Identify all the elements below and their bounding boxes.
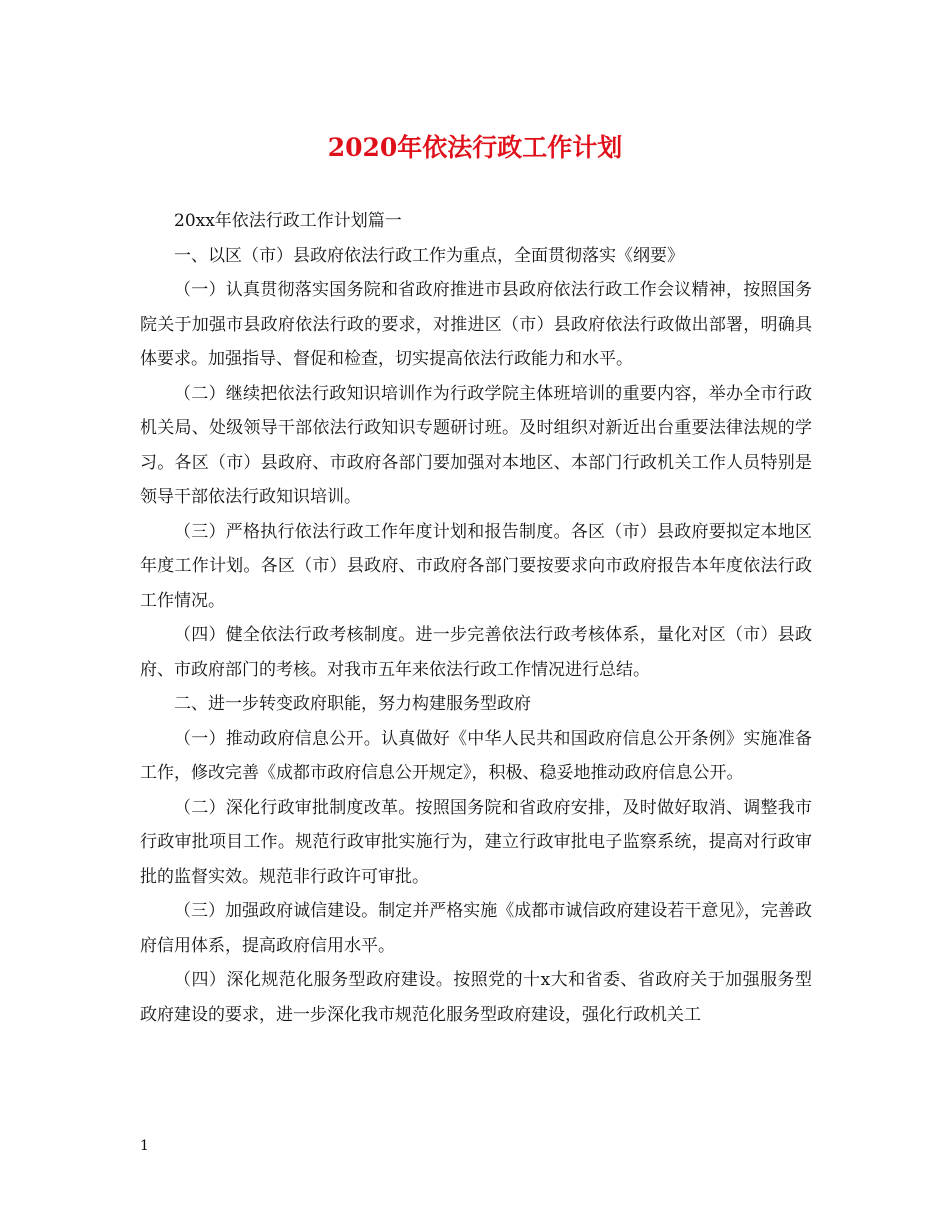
paragraph-heading-2: 二、进一步转变政府职能，努力构建服务型政府	[174, 694, 531, 714]
page-title: 2020年依法行政工作计划	[327, 133, 623, 162]
document-body	[140, 204, 812, 1032]
paragraph-1-2: （二）继续把依法行政知识培训作为行政学院主体班培训的重要内容，举办全市行政机关局、处级领导干部依法行政知识专题研讨班。及时组织对新近出台重要法律法规的学习。各区（市）县政府、市政府各部门要加强对本地区、本部门行政机关工作人员特别是领导干部依法行政知识培训。	[140, 383, 812, 507]
paragraph-1-4: （四）健全依法行政考核制度。进一步完善依法行政考核体系，量化对区（市）县政府、市政府部门的考核。对我市五年来依法行政工作情况进行总结。	[140, 625, 812, 680]
paragraph-2-3: （三）加强政府诚信建设。制定并严格实施《成都市诚信政府建设若干意见》，完善政府信用体系，提高政府信用水平。	[140, 901, 812, 956]
page-number: 1	[140, 1138, 149, 1154]
paragraph-1-1: （一）认真贯彻落实国务院和省政府推进市县政府依法行政工作会议精神，按照国务院关于加强市县政府依法行政的要求，对推进区（市）县政府依法行政做出部署，明确具体要求。加强指导、督促和检查，切实提高依法行政能力和水平。	[140, 280, 812, 369]
paragraph-heading-1: 一、以区（市）县政府依法行政工作为重点，全面贯彻落实《纲要》	[174, 245, 684, 266]
paragraph-2-4: （四）深化规范化服务型政府建设。按照党的十x大和省委、省政府关于加强服务型政府建设的要求，进一步深化我市规范化服务型政府建设，强化行政机关工	[140, 970, 812, 1025]
paragraph-section-heading: 20xx年依法行政工作计划篇一	[174, 211, 402, 231]
paragraph-1-3: （三）严格执行依法行政工作年度计划和报告制度。各区（市）县政府要拟定本地区年度工作计划。各区（市）县政府、市政府各部门要按要求向市政府报告本年度依法行政工作情况。	[140, 521, 812, 611]
paragraph-2-2: （二）深化行政审批制度改革。按照国务院和省政府安排，及时做好取消、调整我市行政审批项目工作。规范行政审批实施行为，建立行政审批电子监察系统，提高对行政审批的监督实效。规范非行政许可审批。	[140, 797, 812, 887]
paragraph-2-1: （一）推动政府信息公开。认真做好《中华人民共和国政府信息公开条例》实施准备工作，修改完善《成都市政府信息公开规定》，积极、稳妥地推动政府信息公开。	[140, 728, 812, 783]
